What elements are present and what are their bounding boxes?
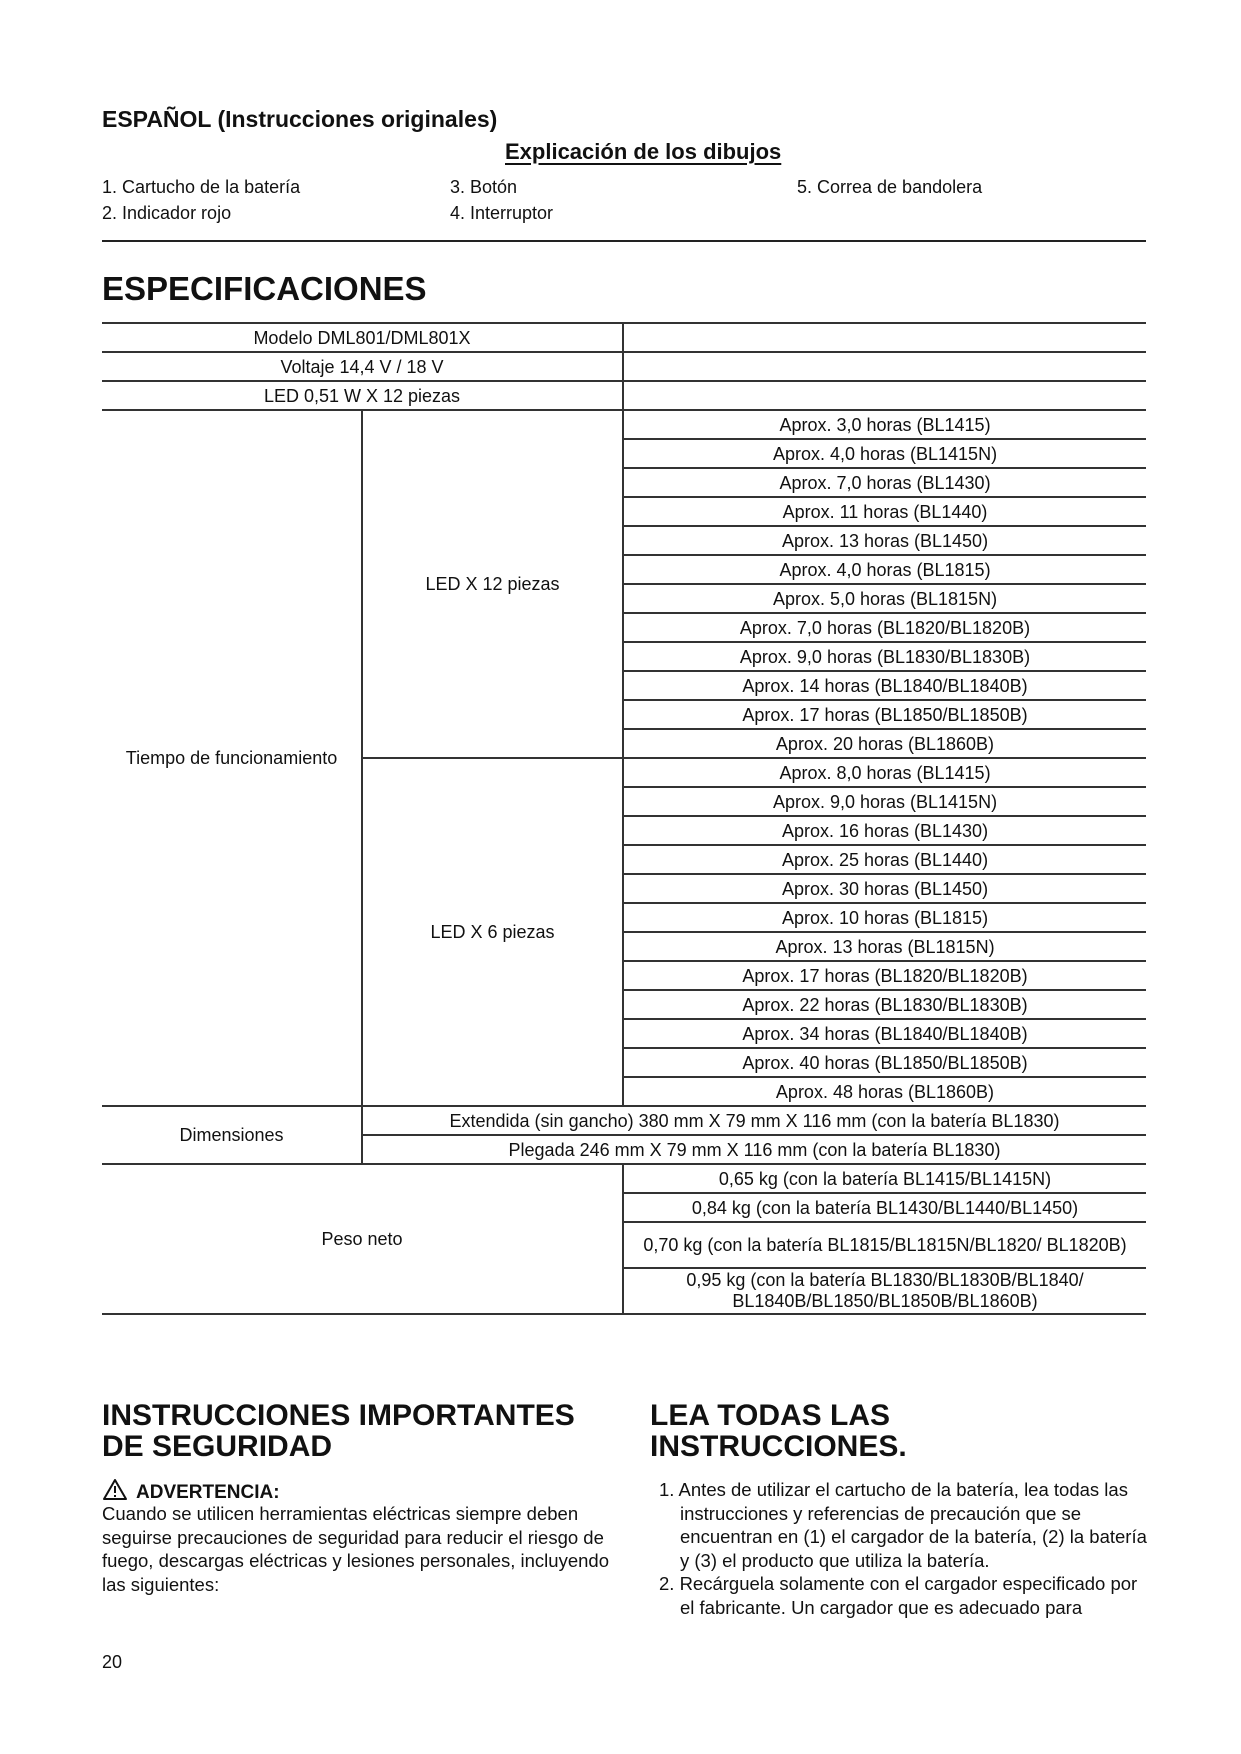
dimensions-label: Dimensiones <box>102 1106 362 1164</box>
weight-label: Peso neto <box>102 1164 623 1314</box>
runtime-value: Aprox. 25 horas (BL1440) <box>623 845 1146 874</box>
weight-value: 0,95 kg (con la batería BL1830/BL1830B/BL1840/ BL1840B/BL1850/BL1850B/BL1860B) <box>623 1268 1146 1314</box>
dimensions-extended: Extendida (sin gancho) 380 mm X 79 mm X 116 mm (con la batería BL1830) <box>362 1106 1146 1135</box>
weight-value: 0,65 kg (con la batería BL1415/BL1415N) <box>623 1164 1146 1193</box>
read-all-title-line1: LEA TODAS LAS <box>650 1399 891 1432</box>
runtime-value: Aprox. 7,0 horas (BL1430) <box>623 468 1146 497</box>
weight-value: 0,70 kg (con la batería BL1815/BL1815N/BL1820/ BL1820B) <box>623 1222 1146 1268</box>
runtime-value: Aprox. 17 horas (BL1850/BL1850B) <box>623 700 1146 729</box>
model-cell: Modelo DML801/DML801X <box>102 323 623 352</box>
led6-label: LED X 6 piezas <box>362 758 623 1106</box>
safety-title-line1: INSTRUCCIONES IMPORTANTES <box>102 1399 575 1432</box>
legend-item-1: 1. Cartucho de la batería <box>102 177 301 197</box>
dimensions-folded: Plegada 246 mm X 79 mm X 116 mm (con la batería BL1830) <box>362 1135 1146 1164</box>
instruction-list <box>650 1478 1150 1619</box>
legend-title: Explicación de los dibujos <box>505 139 782 164</box>
warning-text: Cuando se utilicen herramientas eléctricas siempre deben seguirse precauciones de seguridad para reducir el riesgo de fuego, descargas eléctricas y lesiones personales, incluyendo las siguientes: <box>102 1503 609 1595</box>
runtime-value: Aprox. 11 horas (BL1440) <box>623 497 1146 526</box>
runtime-value: Aprox. 22 horas (BL1830/BL1830B) <box>623 990 1146 1019</box>
runtime-value: Aprox. 9,0 horas (BL1830/BL1830B) <box>623 642 1146 671</box>
read-all-title-line2: INSTRUCCIONES. <box>650 1430 907 1463</box>
voltage-cell: Voltaje 14,4 V / 18 V <box>102 352 623 381</box>
specifications-title: ESPECIFICACIONES <box>102 270 427 307</box>
list-item: 2. Recárguela solamente con el cargador especificado por el fabricante. Un cargador que es adecuado para <box>659 1573 1138 1618</box>
runtime-value: Aprox. 5,0 horas (BL1815N) <box>623 584 1146 613</box>
runtime-value: Aprox. 14 horas (BL1840/BL1840B) <box>623 671 1146 700</box>
weight-value: 0,84 kg (con la batería BL1430/BL1440/BL1450) <box>623 1193 1146 1222</box>
runtime-value: Aprox. 3,0 horas (BL1415) <box>623 410 1146 439</box>
table-row <box>102 1164 1146 1193</box>
runtime-value: Aprox. 4,0 horas (BL1415N) <box>623 439 1146 468</box>
legend-item-5: 5. Correa de bandolera <box>797 177 983 197</box>
list-item: 1. Antes de utilizar el cartucho de la batería, lea todas las instrucciones y referencias de precaución que se encuentran en (1) el cargador de la batería, (2) la batería y (3) el producto que utiliza la batería. <box>659 1479 1147 1571</box>
runtime-value: Aprox. 13 horas (BL1815N) <box>623 932 1146 961</box>
runtime-value: Aprox. 34 horas (BL1840/BL1840B) <box>623 1019 1146 1048</box>
legend-item-3: 3. Botón <box>450 177 518 197</box>
page-number: 20 <box>102 1652 123 1672</box>
table-row <box>102 323 1146 352</box>
runtime-value: Aprox. 40 horas (BL1850/BL1850B) <box>623 1048 1146 1077</box>
led-cell: LED 0,51 W X 12 piezas <box>102 381 623 410</box>
table-row <box>102 381 1146 410</box>
runtime-label: Tiempo de funcionamiento <box>102 410 362 1106</box>
table-row <box>102 352 1146 381</box>
runtime-value: Aprox. 17 horas (BL1820/BL1820B) <box>623 961 1146 990</box>
runtime-value: Aprox. 10 horas (BL1815) <box>623 903 1146 932</box>
safety-title <box>102 1400 575 1462</box>
runtime-value: Aprox. 8,0 horas (BL1415) <box>623 758 1146 787</box>
legend-item-2: 2. Indicador rojo <box>102 203 232 223</box>
led12-label: LED X 12 piezas <box>362 410 623 758</box>
runtime-value: Aprox. 13 horas (BL1450) <box>623 526 1146 555</box>
specifications-table <box>102 322 1146 1315</box>
runtime-value: Aprox. 16 horas (BL1430) <box>623 816 1146 845</box>
runtime-value: Aprox. 9,0 horas (BL1415N) <box>623 787 1146 816</box>
legend-item-4: 4. Interruptor <box>450 203 554 223</box>
read-all-title <box>650 1400 907 1462</box>
runtime-value: Aprox. 20 horas (BL1860B) <box>623 729 1146 758</box>
runtime-value: Aprox. 30 horas (BL1450) <box>623 874 1146 903</box>
warning-label: ADVERTENCIA: <box>136 1481 280 1503</box>
runtime-value: Aprox. 4,0 horas (BL1815) <box>623 555 1146 584</box>
legend-divider <box>102 240 1146 242</box>
safety-title-line2: DE SEGURIDAD <box>102 1430 333 1463</box>
table-row <box>102 410 1146 439</box>
runtime-value: Aprox. 48 horas (BL1860B) <box>623 1077 1146 1106</box>
table-row <box>102 1106 1146 1135</box>
language-title: ESPAÑOL (Instrucciones originales) <box>102 106 498 132</box>
runtime-value: Aprox. 7,0 horas (BL1820/BL1820B) <box>623 613 1146 642</box>
